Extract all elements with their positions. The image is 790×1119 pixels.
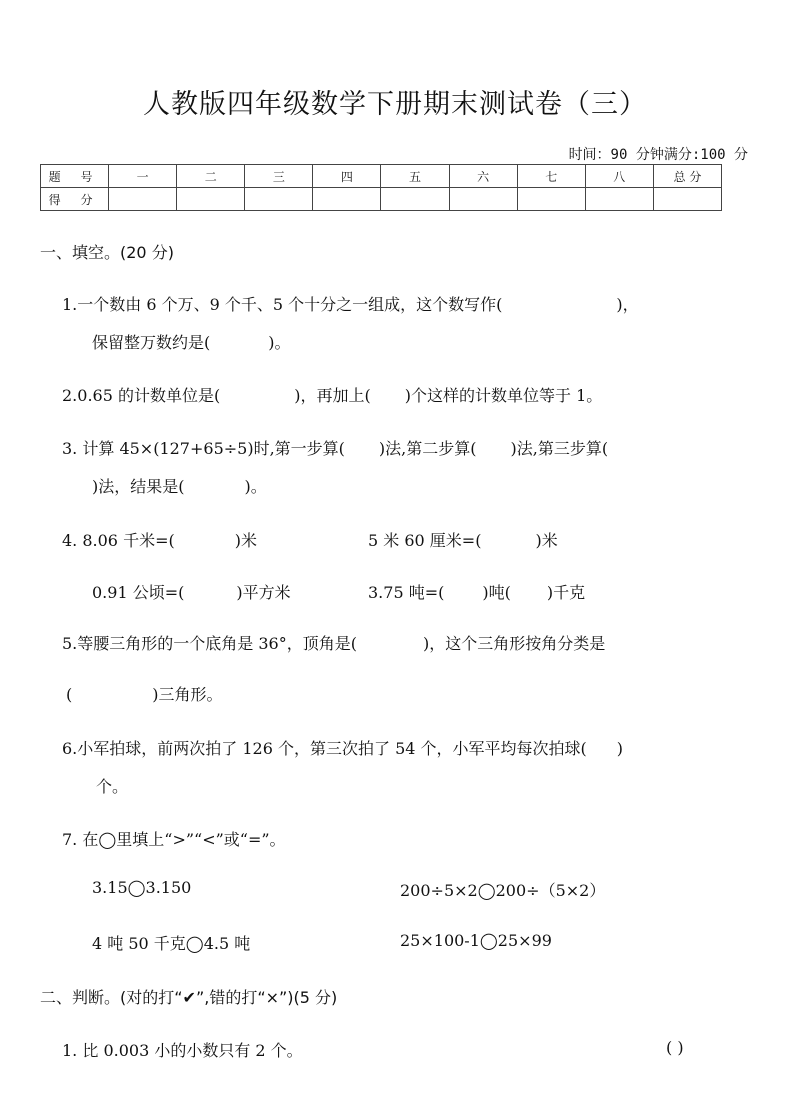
page-title: 人教版四年级数学下册期末测试卷（三） — [143, 89, 647, 120]
score-table — [40, 164, 722, 211]
header-cell-total: 总 分 — [653, 165, 721, 188]
q3-text-c: )法,第三步算( — [510, 439, 609, 458]
q3-text-b: )法,第二步算( — [378, 439, 477, 458]
section1-heading: 一、填空。(20 分) — [40, 243, 174, 262]
q6-text-a: 6.小军拍球，前两次拍了 126 个，第三次拍了 54 个，小军平均每次拍球( — [62, 739, 587, 758]
q4-text-c: 5 米 60 厘米=( — [368, 531, 482, 550]
question-1-4-b — [368, 528, 558, 551]
header-cell: 七 — [517, 165, 585, 188]
q1-text-b: )， — [616, 295, 639, 314]
q4-text-h: )吨( — [482, 583, 511, 602]
score-cell[interactable] — [381, 188, 449, 211]
score-cell-total[interactable] — [653, 188, 721, 211]
header-cell: 六 — [449, 165, 517, 188]
judge-answer-paren[interactable]: ( ) — [666, 1038, 684, 1057]
question-1-2 — [62, 383, 602, 406]
q4-text-d: )米 — [535, 531, 558, 550]
q5-text-c: ( — [66, 685, 73, 704]
q3-text-a: 3. 计算 45×(127+65÷5)时,第一步算( — [62, 439, 345, 458]
q5-text-d: )三角形。 — [152, 685, 223, 704]
question-1-3-cont — [92, 474, 267, 497]
question-1-6-cont: 个。 — [96, 777, 129, 796]
row-label-score: 得 分 — [41, 188, 109, 211]
question-1-5 — [62, 631, 605, 654]
q3-text-e: )。 — [244, 477, 267, 496]
q2-text-a: 2.0.65 的计数单位是( — [62, 386, 221, 405]
q4-text-f: )平方米 — [236, 583, 291, 602]
score-cell[interactable] — [449, 188, 517, 211]
exam-time-score: 时间：90 分钟满分:100 分 — [568, 147, 748, 163]
score-cell[interactable] — [177, 188, 245, 211]
q1-text-c: 保留整万数约是( — [92, 333, 211, 352]
question-1-4-c — [92, 580, 291, 603]
compare-item[interactable]: 4 吨 50 千克◯4.5 吨 — [92, 934, 251, 953]
header-cell: 二 — [177, 165, 245, 188]
q1-text-a: 1.一个数由 6 个万、9 个千、5 个十分之一组成，这个数写作( — [62, 295, 503, 314]
header-cell: 一 — [109, 165, 177, 188]
question-1-3 — [62, 436, 608, 459]
q3-text-d: )法，结果是( — [92, 477, 185, 496]
score-cell[interactable] — [245, 188, 313, 211]
q1-text-d: )。 — [268, 333, 291, 352]
score-cell[interactable] — [313, 188, 381, 211]
q2-text-b: )，再加上( — [294, 386, 371, 405]
question-1-7: 7. 在◯里填上“>”“<”或“=”。 — [62, 830, 286, 849]
q4-text-e: 0.91 公顷=( — [92, 583, 185, 602]
q4-text-g: 3.75 吨=( — [368, 583, 445, 602]
question-1-1 — [62, 292, 639, 315]
judge-question-1: 1. 比 0.003 小的小数只有 2 个。 — [62, 1041, 303, 1060]
section2-heading: 二、判断。(对的打“✔”,错的打“×”)(5 分) — [40, 988, 338, 1007]
question-1-1-cont — [92, 330, 291, 353]
header-cell: 三 — [245, 165, 313, 188]
q4-text-b: )米 — [234, 531, 257, 550]
row-label-question-number: 题 号 — [41, 165, 109, 188]
score-cell[interactable] — [517, 188, 585, 211]
header-cell: 八 — [585, 165, 653, 188]
compare-item[interactable]: 25×100-1◯25×99 — [400, 931, 552, 950]
q5-text-b: )，这个三角形按角分类是 — [422, 634, 606, 653]
question-1-4 — [62, 528, 257, 551]
q6-text-b: ) — [616, 739, 624, 758]
q5-text-a: 5.等腰三角形的一个底角是 36°，顶角是( — [62, 634, 357, 653]
score-table-header-row — [41, 165, 722, 188]
score-cell[interactable] — [109, 188, 177, 211]
q2-text-c: )个这样的计数单位等于 1。 — [404, 386, 603, 405]
header-cell: 四 — [313, 165, 381, 188]
q4-text-a: 4. 8.06 千米=( — [62, 531, 175, 550]
q4-text-i: )千克 — [546, 583, 586, 602]
question-1-4-d — [368, 580, 585, 603]
header-cell: 五 — [381, 165, 449, 188]
question-1-5-cont — [66, 682, 223, 705]
question-1-6 — [62, 736, 623, 759]
compare-item[interactable]: 3.15◯3.150 — [92, 878, 192, 897]
score-cell[interactable] — [585, 188, 653, 211]
score-table-score-row — [41, 188, 722, 211]
compare-item[interactable]: 200÷5×2◯200÷（5×2） — [400, 881, 606, 900]
